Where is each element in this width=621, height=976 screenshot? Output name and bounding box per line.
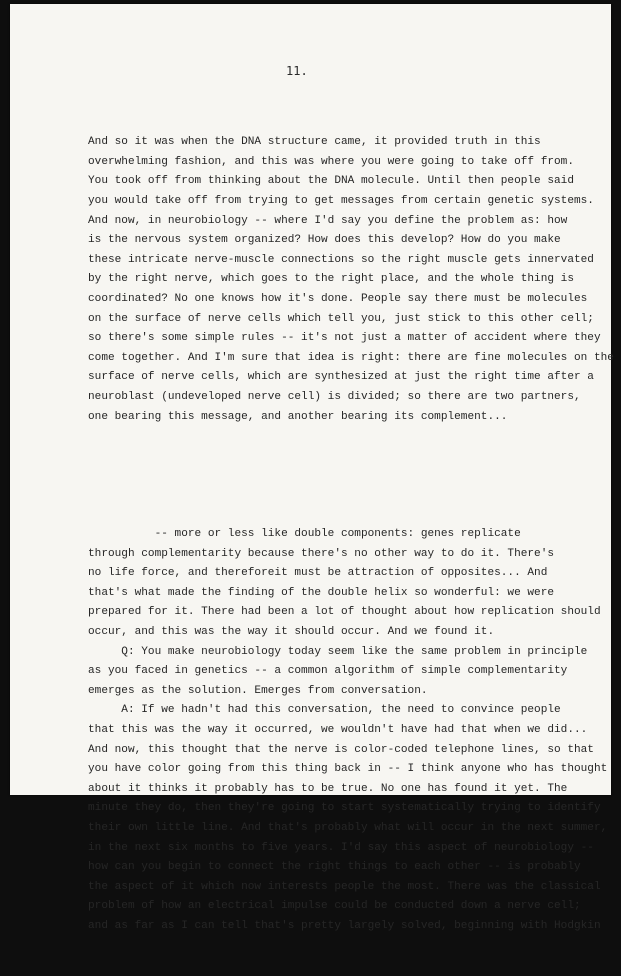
text-line: You took off from thinking about the DNA molecule. Until then people said bbox=[88, 175, 574, 188]
text-line: And now, in neurobiology -- where I'd say you define the problem as: how bbox=[88, 214, 568, 227]
text-line: emerges as the solution. Emerges from conversation. bbox=[88, 684, 428, 697]
text-line: you would take off from trying to get messages from certain genetic systems. bbox=[88, 194, 594, 207]
text-line: one bearing this message, and another bearing its complement... bbox=[88, 410, 508, 423]
paragraph-2 bbox=[88, 525, 608, 936]
document-body bbox=[88, 94, 614, 976]
text-line: neuroblast (undeveloped nerve cell) is divided; so there are two partners, bbox=[88, 390, 581, 403]
text-line: you have color going from this thing back in -- I think anyone who has thought bbox=[88, 763, 608, 776]
paragraph-gap bbox=[88, 466, 598, 486]
text-line: in the next six months to five years. I'd say this aspect of neurobiology -- bbox=[88, 841, 594, 854]
text-line: no life force, and thereforeit must be attraction of opposites... And bbox=[88, 567, 548, 580]
text-line: through complementarity because there's no other way to do it. There's bbox=[88, 547, 555, 560]
text-line: surface of nerve cells, which are synthesized at just the right time after a bbox=[88, 371, 594, 384]
document-page bbox=[10, 4, 614, 932]
text-line: A: If we hadn't had this conversation, the need to convince people bbox=[88, 704, 561, 717]
text-line: come together. And I'm sure that idea is right: there are fine molecules on the bbox=[88, 351, 614, 364]
text-line: their own little line. And that's probably what will occur in the next summer, bbox=[88, 821, 608, 834]
text-line: is the nervous system organized? How does this develop? How do you make bbox=[88, 234, 561, 247]
paragraph-1 bbox=[88, 133, 614, 427]
text-line: -- more or less like double components: genes replicate bbox=[88, 528, 521, 541]
text-line: by the right nerve, which goes to the right place, and the whole thing is bbox=[88, 273, 574, 286]
text-line: so there's some simple rules -- it's not just a matter of accident where they bbox=[88, 332, 601, 345]
text-line: how can you begin to connect the right things to each other -- is probably bbox=[88, 861, 581, 874]
text-line: overwhelming fashion, and this was where you were going to take off from. bbox=[88, 155, 574, 168]
text-line: occur, and this was the way it should occur. And we found it. bbox=[88, 626, 495, 639]
page-number: 11. bbox=[286, 64, 308, 78]
text-line: about it thinks it probably has to be true. No one has found it yet. The bbox=[88, 782, 568, 795]
text-line: And so it was when the DNA structure came, it provided truth in this bbox=[88, 136, 541, 149]
text-line: these intricate nerve-muscle connections so the right muscle gets innervated bbox=[88, 253, 594, 266]
text-line: Q: You make neurobiology today seem like the same problem in principle bbox=[88, 645, 588, 658]
text-line: coordinated? No one knows how it's done. People say there must be molecules bbox=[88, 292, 588, 305]
text-line: the aspect of it which now interests people the most. There was the classical bbox=[88, 880, 601, 893]
text-line: and as far as I can tell that's pretty largely solved, beginning with Hodgkin bbox=[88, 919, 601, 932]
text-line: And now, this thought that the nerve is color-coded telephone lines, so that bbox=[88, 743, 594, 756]
text-line: that this was the way it occurred, we wouldn't have had that when we did... bbox=[88, 724, 588, 736]
text-line: prepared for it. There had been a lot of thought about how replication should bbox=[88, 606, 601, 619]
text-line: minute they do, then they're going to start systematically trying to identify bbox=[88, 802, 601, 815]
text-line: that's what made the finding of the double helix so wonderful: we were bbox=[88, 586, 555, 599]
text-line: on the surface of nerve cells which tell you, just stick to this other cell; bbox=[88, 312, 594, 325]
text-line: problem of how an electrical impulse could be conducted down a nerve cell; bbox=[88, 900, 581, 913]
text-line: as you faced in genetics -- a common algorithm of simple complementarity bbox=[88, 665, 568, 678]
